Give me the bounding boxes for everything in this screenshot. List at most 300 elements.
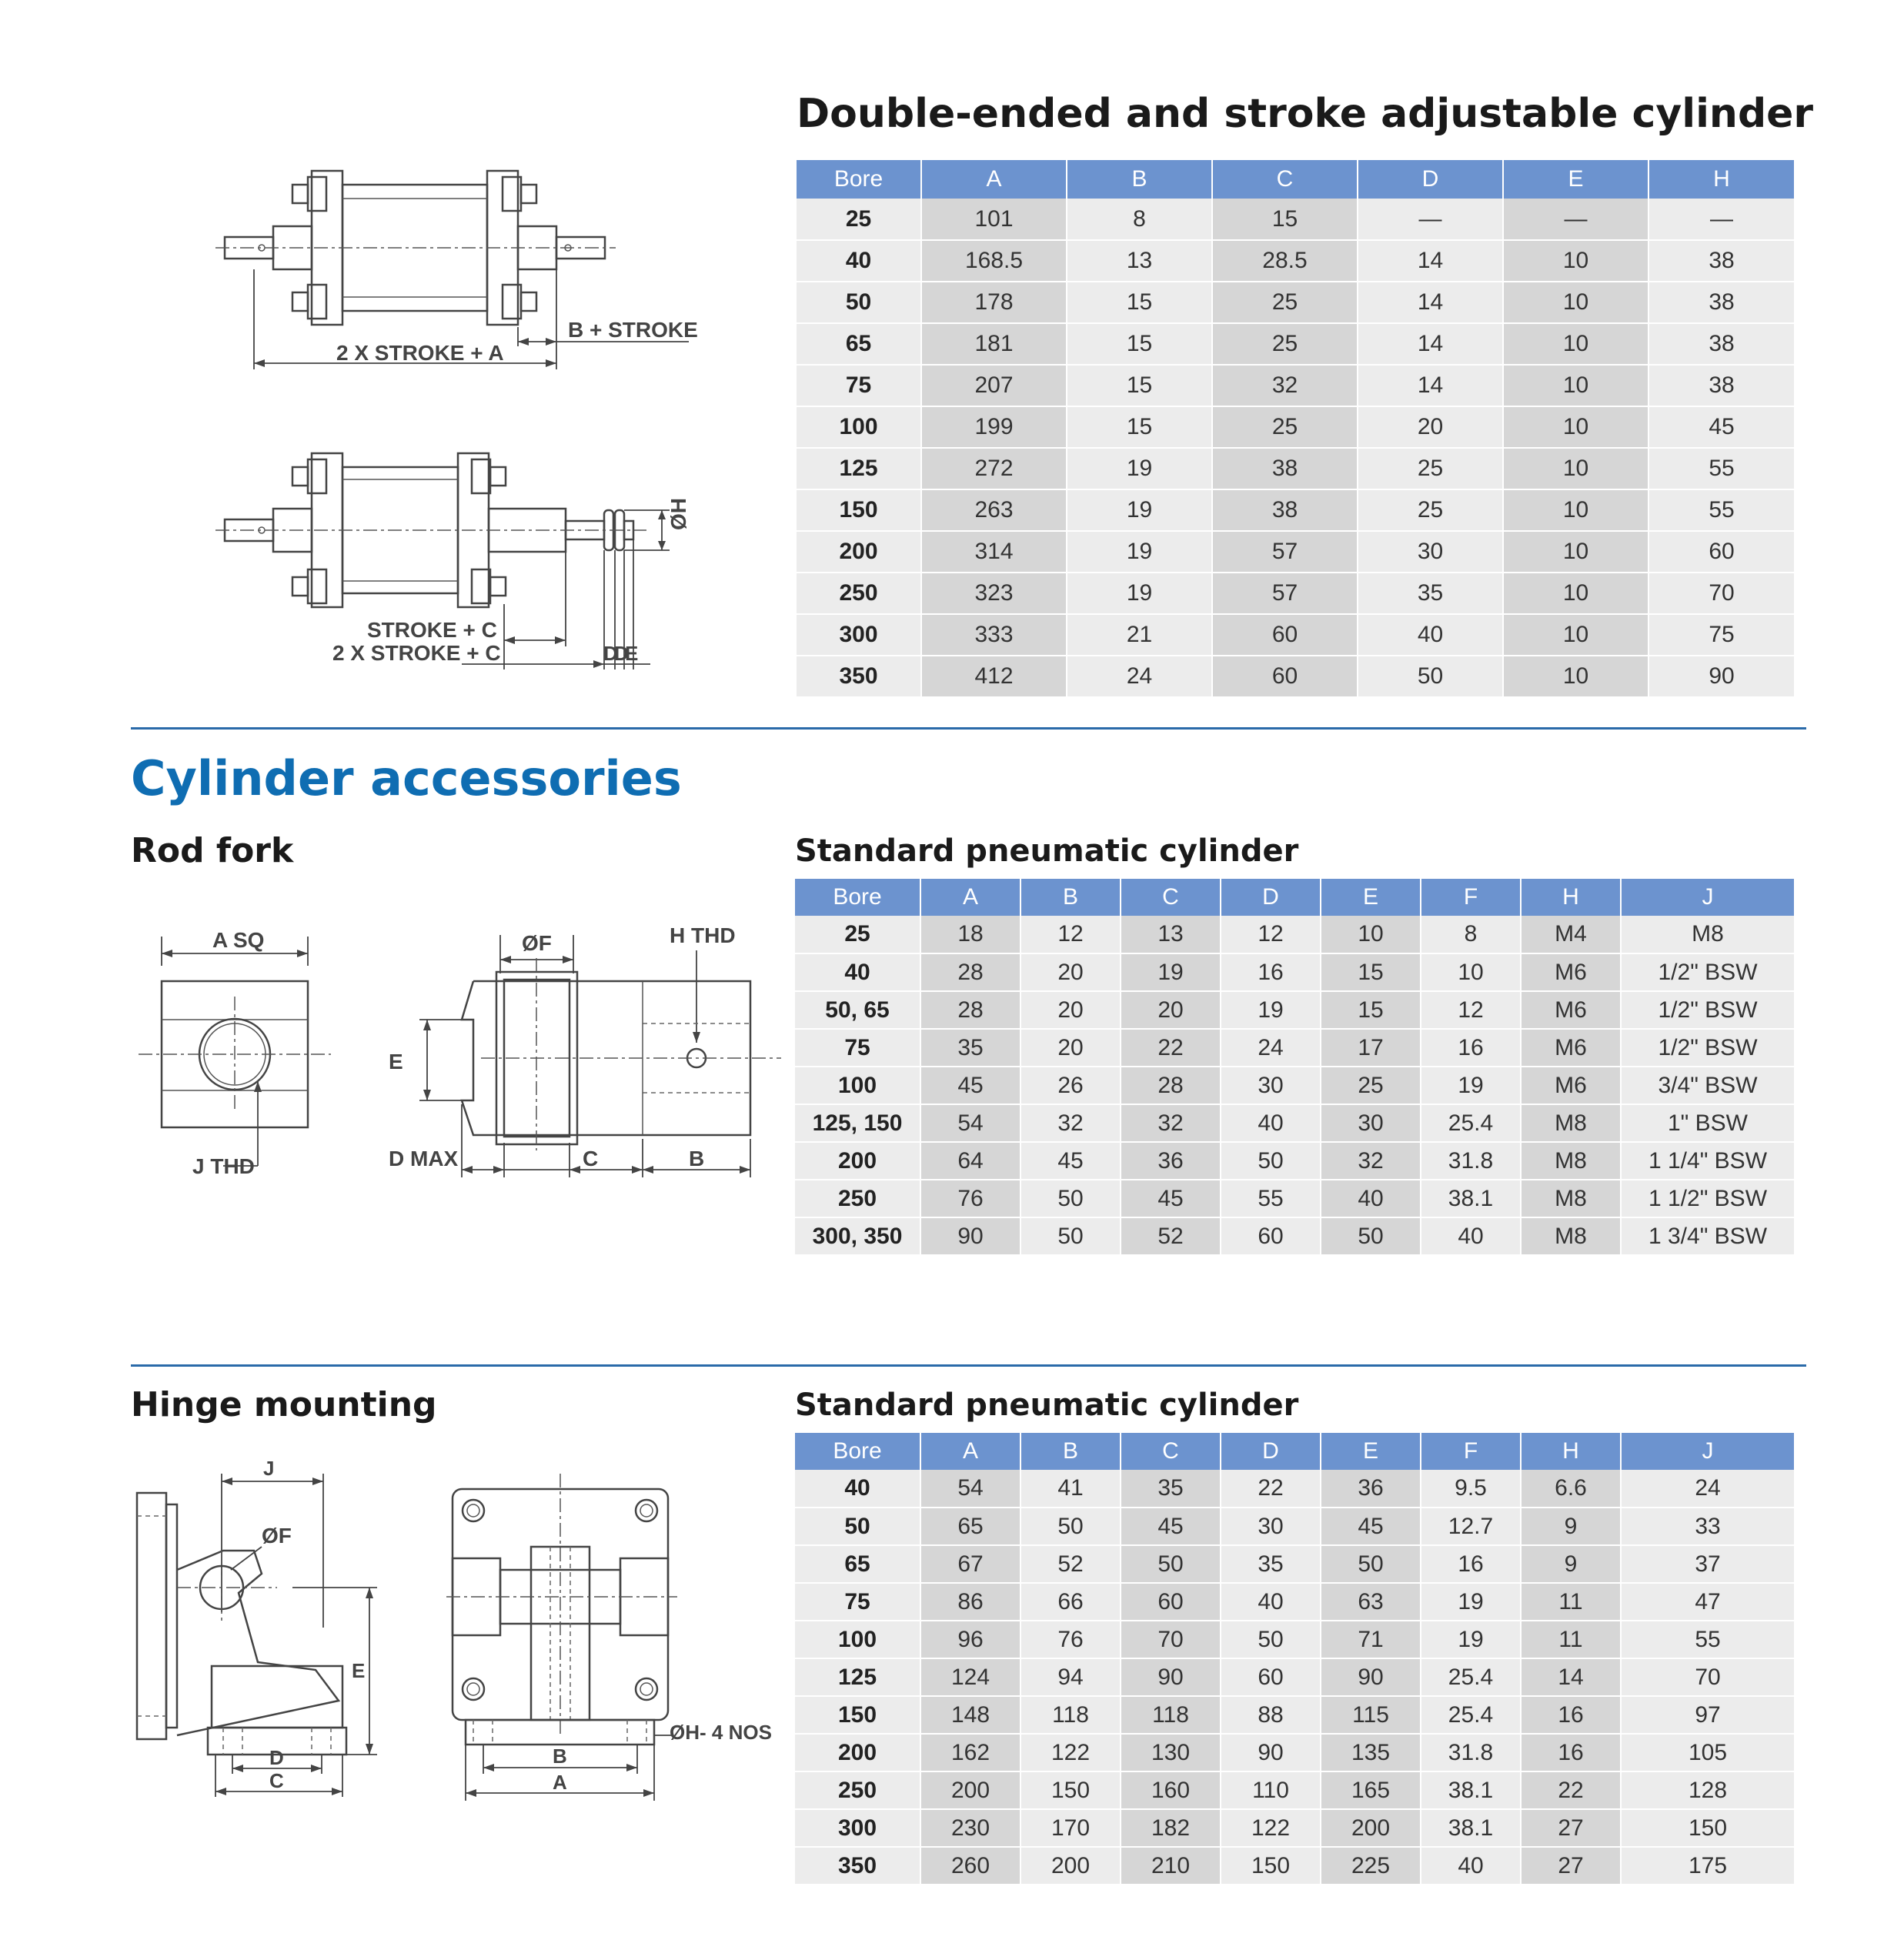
value-cell: 88 bbox=[1221, 1696, 1321, 1734]
label-d-max: D MAX bbox=[389, 1147, 459, 1170]
table-row bbox=[795, 991, 1795, 1029]
rod-fork-header-5: E bbox=[1321, 879, 1421, 916]
bore-cell: 100 bbox=[795, 1621, 920, 1658]
value-cell: 60 bbox=[1221, 1217, 1321, 1255]
value-cell: 25 bbox=[1358, 448, 1503, 489]
section1-title: Double-ended and stroke adjustable cylinder bbox=[797, 91, 1814, 137]
bore-cell: 40 bbox=[795, 953, 920, 991]
value-cell: 115 bbox=[1321, 1696, 1421, 1734]
label-b-stroke: B + STROKE bbox=[568, 318, 698, 342]
value-cell: 260 bbox=[920, 1847, 1020, 1885]
value-cell: 333 bbox=[921, 614, 1067, 656]
value-cell: 1 1/2" BSW bbox=[1621, 1180, 1795, 1217]
value-cell: 412 bbox=[921, 656, 1067, 697]
table-row bbox=[797, 199, 1795, 240]
bore-cell: 350 bbox=[797, 656, 921, 697]
label-a-sq: A SQ bbox=[212, 928, 265, 952]
value-cell: 20 bbox=[1020, 1029, 1121, 1067]
value-cell: 10 bbox=[1503, 323, 1648, 365]
value-cell: 21 bbox=[1067, 614, 1212, 656]
table-row bbox=[795, 1217, 1795, 1255]
value-cell: 64 bbox=[920, 1142, 1020, 1180]
value-cell: 110 bbox=[1221, 1771, 1321, 1809]
value-cell: 16 bbox=[1421, 1545, 1521, 1583]
value-cell: 60 bbox=[1121, 1583, 1221, 1621]
value-cell: 97 bbox=[1621, 1696, 1795, 1734]
value-cell: M6 bbox=[1521, 1029, 1621, 1067]
bore-cell: 200 bbox=[797, 531, 921, 573]
value-cell: 11 bbox=[1521, 1621, 1621, 1658]
bore-cell: 65 bbox=[795, 1545, 920, 1583]
value-cell: 8 bbox=[1421, 916, 1521, 953]
value-cell: 54 bbox=[920, 1104, 1020, 1142]
rod-fork-table-title: Standard pneumatic cylinder bbox=[795, 833, 1299, 869]
rod-fork-header-3: C bbox=[1121, 879, 1221, 916]
value-cell: 230 bbox=[920, 1809, 1020, 1847]
value-cell: 57 bbox=[1212, 531, 1358, 573]
value-cell: 182 bbox=[1121, 1809, 1221, 1847]
value-cell: M8 bbox=[1521, 1142, 1621, 1180]
value-cell: 14 bbox=[1358, 282, 1503, 323]
label-a: A bbox=[553, 1771, 567, 1794]
label-stroke-c: STROKE + C bbox=[367, 618, 497, 642]
value-cell: M4 bbox=[1521, 916, 1621, 953]
label-j-thd: J THD bbox=[192, 1154, 255, 1178]
hinge-front-view-drawing bbox=[446, 1474, 777, 1805]
value-cell: 10 bbox=[1503, 489, 1648, 531]
table-row bbox=[795, 1583, 1795, 1621]
bore-cell: 150 bbox=[795, 1696, 920, 1734]
value-cell: 1 3/4" BSW bbox=[1621, 1217, 1795, 1255]
double-ended-table bbox=[797, 160, 1795, 698]
label-2xstroke-c: 2 X STROKE + C bbox=[332, 641, 501, 665]
value-cell: 118 bbox=[1121, 1696, 1221, 1734]
value-cell: 160 bbox=[1121, 1771, 1221, 1809]
value-cell: 45 bbox=[1321, 1508, 1421, 1545]
value-cell: 210 bbox=[1121, 1847, 1221, 1885]
value-cell: 10 bbox=[1503, 614, 1648, 656]
value-cell: 50 bbox=[1321, 1217, 1421, 1255]
value-cell: 19 bbox=[1067, 489, 1212, 531]
value-cell: 118 bbox=[1020, 1696, 1121, 1734]
table-row bbox=[795, 1029, 1795, 1067]
section1-header-5: E bbox=[1503, 160, 1648, 199]
value-cell: 75 bbox=[1648, 614, 1795, 656]
label-oh-4nos: ØH- 4 NOS bbox=[670, 1721, 772, 1744]
value-cell: 30 bbox=[1221, 1067, 1321, 1104]
value-cell: 90 bbox=[1321, 1658, 1421, 1696]
rod-fork-header-8: J bbox=[1621, 879, 1795, 916]
value-cell: 40 bbox=[1421, 1217, 1521, 1255]
table-row bbox=[795, 1847, 1795, 1885]
section1-header-0: Bore bbox=[797, 160, 921, 199]
value-cell: 50 bbox=[1020, 1508, 1121, 1545]
value-cell: 8 bbox=[1067, 199, 1212, 240]
value-cell: M8 bbox=[1521, 1180, 1621, 1217]
hinge-title: Hinge mounting bbox=[131, 1385, 437, 1424]
value-cell: 150 bbox=[1020, 1771, 1121, 1809]
table-row bbox=[795, 1734, 1795, 1771]
bore-cell: 125 bbox=[797, 448, 921, 489]
value-cell: 45 bbox=[920, 1067, 1020, 1104]
value-cell: 15 bbox=[1067, 282, 1212, 323]
value-cell: 10 bbox=[1503, 531, 1648, 573]
value-cell: 207 bbox=[921, 365, 1067, 406]
label-h-thd: H THD bbox=[670, 923, 736, 947]
value-cell: 20 bbox=[1020, 953, 1121, 991]
section1-header-1: A bbox=[921, 160, 1067, 199]
label-of: ØF bbox=[262, 1524, 292, 1548]
value-cell: 175 bbox=[1621, 1847, 1795, 1885]
value-cell: 170 bbox=[1020, 1809, 1121, 1847]
value-cell: 15 bbox=[1067, 406, 1212, 448]
value-cell: 178 bbox=[921, 282, 1067, 323]
label-b: B bbox=[553, 1745, 567, 1768]
table-row bbox=[795, 1696, 1795, 1734]
value-cell: 19 bbox=[1121, 953, 1221, 991]
value-cell: 135 bbox=[1321, 1734, 1421, 1771]
label-c: C bbox=[269, 1769, 284, 1792]
value-cell: 55 bbox=[1221, 1180, 1321, 1217]
bore-cell: 100 bbox=[795, 1067, 920, 1104]
value-cell: 50 bbox=[1358, 656, 1503, 697]
bore-cell: 40 bbox=[797, 240, 921, 282]
value-cell: 122 bbox=[1221, 1809, 1321, 1847]
table-row bbox=[795, 1470, 1795, 1508]
value-cell: 38.1 bbox=[1421, 1771, 1521, 1809]
value-cell: 35 bbox=[1358, 573, 1503, 614]
bore-cell: 75 bbox=[797, 365, 921, 406]
value-cell: 31.8 bbox=[1421, 1734, 1521, 1771]
value-cell: 25.4 bbox=[1421, 1104, 1521, 1142]
table-row bbox=[795, 1180, 1795, 1217]
hinge-header-6: F bbox=[1421, 1433, 1521, 1470]
value-cell: 101 bbox=[921, 199, 1067, 240]
value-cell: 128 bbox=[1621, 1771, 1795, 1809]
hinge-header-1: A bbox=[920, 1433, 1020, 1470]
bore-cell: 75 bbox=[795, 1583, 920, 1621]
value-cell: 30 bbox=[1358, 531, 1503, 573]
stroke-adjustable-cylinder-drawing bbox=[215, 450, 723, 673]
value-cell: 14 bbox=[1358, 365, 1503, 406]
label-b: B bbox=[689, 1147, 705, 1170]
value-cell: 10 bbox=[1503, 365, 1648, 406]
value-cell: 90 bbox=[1221, 1734, 1321, 1771]
value-cell: 263 bbox=[921, 489, 1067, 531]
rod-fork-header-1: A bbox=[920, 879, 1020, 916]
value-cell: 32 bbox=[1020, 1104, 1121, 1142]
value-cell: 60 bbox=[1212, 656, 1358, 697]
table-row bbox=[797, 489, 1795, 531]
value-cell: 50 bbox=[1221, 1621, 1321, 1658]
value-cell: 150 bbox=[1221, 1847, 1321, 1885]
value-cell: 16 bbox=[1421, 1029, 1521, 1067]
value-cell: 28 bbox=[920, 991, 1020, 1029]
value-cell: 19 bbox=[1421, 1067, 1521, 1104]
hinge-header-8: J bbox=[1621, 1433, 1795, 1470]
table-row bbox=[795, 1809, 1795, 1847]
bore-cell: 200 bbox=[795, 1734, 920, 1771]
value-cell: 10 bbox=[1321, 916, 1421, 953]
table-row bbox=[797, 240, 1795, 282]
value-cell: 28 bbox=[920, 953, 1020, 991]
value-cell: 50 bbox=[1020, 1180, 1121, 1217]
value-cell: 30 bbox=[1321, 1104, 1421, 1142]
value-cell: 10 bbox=[1503, 282, 1648, 323]
value-cell: 47 bbox=[1621, 1583, 1795, 1621]
value-cell: 57 bbox=[1212, 573, 1358, 614]
label-j: J bbox=[263, 1458, 275, 1480]
value-cell: 150 bbox=[1621, 1809, 1795, 1847]
bore-cell: 75 bbox=[795, 1029, 920, 1067]
value-cell: 38 bbox=[1648, 282, 1795, 323]
table-row bbox=[797, 406, 1795, 448]
bore-cell: 125 bbox=[795, 1658, 920, 1696]
value-cell: 38.1 bbox=[1421, 1809, 1521, 1847]
value-cell: 40 bbox=[1221, 1104, 1321, 1142]
value-cell: 60 bbox=[1648, 531, 1795, 573]
bore-cell: 50 bbox=[797, 282, 921, 323]
divider-1 bbox=[131, 727, 1806, 730]
value-cell: 105 bbox=[1621, 1734, 1795, 1771]
value-cell: 32 bbox=[1321, 1142, 1421, 1180]
accessories-title: Cylinder accessories bbox=[131, 750, 682, 806]
value-cell: 12 bbox=[1221, 916, 1321, 953]
hinge-header-0: Bore bbox=[795, 1433, 920, 1470]
value-cell: 96 bbox=[920, 1621, 1020, 1658]
value-cell: 28 bbox=[1121, 1067, 1221, 1104]
bore-cell: 300 bbox=[797, 614, 921, 656]
value-cell: — bbox=[1648, 199, 1795, 240]
value-cell: 55 bbox=[1621, 1621, 1795, 1658]
value-cell: 40 bbox=[1358, 614, 1503, 656]
value-cell: 200 bbox=[1321, 1809, 1421, 1847]
value-cell: 25 bbox=[1212, 282, 1358, 323]
table-row bbox=[797, 614, 1795, 656]
value-cell: 66 bbox=[1020, 1583, 1121, 1621]
value-cell: 16 bbox=[1521, 1696, 1621, 1734]
bore-cell: 300 bbox=[795, 1809, 920, 1847]
value-cell: 11 bbox=[1521, 1583, 1621, 1621]
value-cell: 90 bbox=[920, 1217, 1020, 1255]
value-cell: 10 bbox=[1503, 448, 1648, 489]
value-cell: 50 bbox=[1321, 1545, 1421, 1583]
value-cell: 225 bbox=[1321, 1847, 1421, 1885]
value-cell: 19 bbox=[1421, 1621, 1521, 1658]
value-cell: 20 bbox=[1358, 406, 1503, 448]
value-cell: 38 bbox=[1648, 240, 1795, 282]
rod-fork-header-6: F bbox=[1421, 879, 1521, 916]
value-cell: 38 bbox=[1648, 323, 1795, 365]
value-cell: 14 bbox=[1521, 1658, 1621, 1696]
value-cell: 25 bbox=[1212, 323, 1358, 365]
label-e: E bbox=[389, 1050, 403, 1074]
value-cell: 94 bbox=[1020, 1658, 1121, 1696]
value-cell: 19 bbox=[1067, 573, 1212, 614]
value-cell: 124 bbox=[920, 1658, 1020, 1696]
value-cell: 19 bbox=[1067, 448, 1212, 489]
hinge-table bbox=[795, 1433, 1795, 1885]
table-row bbox=[797, 531, 1795, 573]
section1-header-6: H bbox=[1648, 160, 1795, 199]
value-cell: 67 bbox=[920, 1545, 1020, 1583]
value-cell: 6.6 bbox=[1521, 1470, 1621, 1508]
value-cell: 45 bbox=[1020, 1142, 1121, 1180]
value-cell: 32 bbox=[1121, 1104, 1221, 1142]
hinge-header-7: H bbox=[1521, 1433, 1621, 1470]
bore-cell: 40 bbox=[795, 1470, 920, 1508]
hinge-header-2: B bbox=[1020, 1433, 1121, 1470]
rod-fork-header-0: Bore bbox=[795, 879, 920, 916]
value-cell: 25 bbox=[1212, 406, 1358, 448]
value-cell: 162 bbox=[920, 1734, 1020, 1771]
table-row bbox=[797, 282, 1795, 323]
rod-fork-table bbox=[795, 879, 1795, 1256]
bore-cell: 250 bbox=[797, 573, 921, 614]
value-cell: 70 bbox=[1621, 1658, 1795, 1696]
value-cell: 16 bbox=[1521, 1734, 1621, 1771]
value-cell: 40 bbox=[1421, 1847, 1521, 1885]
value-cell: 33 bbox=[1621, 1508, 1795, 1545]
section1-header-4: D bbox=[1358, 160, 1503, 199]
bore-cell: 50, 65 bbox=[795, 991, 920, 1029]
label-e: E bbox=[352, 1659, 366, 1682]
value-cell: 1 1/4" BSW bbox=[1621, 1142, 1795, 1180]
value-cell: M8 bbox=[1521, 1217, 1621, 1255]
value-cell: 28.5 bbox=[1212, 240, 1358, 282]
section1-header-3: C bbox=[1212, 160, 1358, 199]
value-cell: 37 bbox=[1621, 1545, 1795, 1583]
value-cell: 1/2" BSW bbox=[1621, 953, 1795, 991]
value-cell: 22 bbox=[1121, 1029, 1221, 1067]
value-cell: 38 bbox=[1212, 448, 1358, 489]
value-cell: 122 bbox=[1020, 1734, 1121, 1771]
bore-cell: 100 bbox=[797, 406, 921, 448]
table-row bbox=[795, 1621, 1795, 1658]
value-cell: 35 bbox=[1221, 1545, 1321, 1583]
value-cell: 22 bbox=[1521, 1771, 1621, 1809]
value-cell: 55 bbox=[1648, 448, 1795, 489]
value-cell: 148 bbox=[920, 1696, 1020, 1734]
value-cell: — bbox=[1503, 199, 1648, 240]
value-cell: 70 bbox=[1648, 573, 1795, 614]
value-cell: 314 bbox=[921, 531, 1067, 573]
hinge-header-4: D bbox=[1221, 1433, 1321, 1470]
value-cell: 60 bbox=[1221, 1658, 1321, 1696]
value-cell: 17 bbox=[1321, 1029, 1421, 1067]
value-cell: 24 bbox=[1067, 656, 1212, 697]
rod-fork-header-2: B bbox=[1020, 879, 1121, 916]
bore-cell: 150 bbox=[797, 489, 921, 531]
value-cell: 50 bbox=[1221, 1142, 1321, 1180]
value-cell: 32 bbox=[1212, 365, 1358, 406]
value-cell: 71 bbox=[1321, 1621, 1421, 1658]
bore-cell: 350 bbox=[795, 1847, 920, 1885]
value-cell: 54 bbox=[920, 1470, 1020, 1508]
table-row bbox=[795, 916, 1795, 953]
value-cell: 13 bbox=[1067, 240, 1212, 282]
value-cell: 45 bbox=[1121, 1180, 1221, 1217]
value-cell: 13 bbox=[1121, 916, 1221, 953]
bore-cell: 300, 350 bbox=[795, 1217, 920, 1255]
value-cell: M6 bbox=[1521, 1067, 1621, 1104]
rod-fork-header-4: D bbox=[1221, 879, 1321, 916]
value-cell: 14 bbox=[1358, 240, 1503, 282]
value-cell: 26 bbox=[1020, 1067, 1121, 1104]
table-row bbox=[795, 1142, 1795, 1180]
value-cell: 9 bbox=[1521, 1545, 1621, 1583]
value-cell: 181 bbox=[921, 323, 1067, 365]
value-cell: M8 bbox=[1621, 916, 1795, 953]
value-cell: 25.4 bbox=[1421, 1658, 1521, 1696]
value-cell: 12 bbox=[1421, 991, 1521, 1029]
value-cell: 45 bbox=[1121, 1508, 1221, 1545]
value-cell: 1" BSW bbox=[1621, 1104, 1795, 1142]
value-cell: 45 bbox=[1648, 406, 1795, 448]
value-cell: 15 bbox=[1212, 199, 1358, 240]
divider-2 bbox=[131, 1364, 1806, 1367]
value-cell: 24 bbox=[1221, 1029, 1321, 1067]
value-cell: 35 bbox=[1121, 1470, 1221, 1508]
value-cell: 16 bbox=[1221, 953, 1321, 991]
value-cell: 24 bbox=[1621, 1470, 1795, 1508]
value-cell: 200 bbox=[920, 1771, 1020, 1809]
value-cell: 38.1 bbox=[1421, 1180, 1521, 1217]
label-c: C bbox=[583, 1147, 599, 1170]
hinge-header-3: C bbox=[1121, 1433, 1221, 1470]
value-cell: 40 bbox=[1321, 1180, 1421, 1217]
value-cell: 52 bbox=[1020, 1545, 1121, 1583]
value-cell: 9 bbox=[1521, 1508, 1621, 1545]
bore-cell: 250 bbox=[795, 1180, 920, 1217]
value-cell: — bbox=[1358, 199, 1503, 240]
value-cell: 86 bbox=[920, 1583, 1020, 1621]
value-cell: 15 bbox=[1321, 991, 1421, 1029]
value-cell: M6 bbox=[1521, 953, 1621, 991]
value-cell: 90 bbox=[1121, 1658, 1221, 1696]
table-row bbox=[795, 1104, 1795, 1142]
rod-fork-side-view-drawing bbox=[381, 920, 789, 1185]
value-cell: 20 bbox=[1121, 991, 1221, 1029]
label-of: ØF bbox=[522, 931, 552, 955]
value-cell: 12.7 bbox=[1421, 1508, 1521, 1545]
bore-cell: 25 bbox=[797, 199, 921, 240]
value-cell: 27 bbox=[1521, 1847, 1621, 1885]
value-cell: 36 bbox=[1121, 1142, 1221, 1180]
value-cell: 27 bbox=[1521, 1809, 1621, 1847]
value-cell: 130 bbox=[1121, 1734, 1221, 1771]
value-cell: 10 bbox=[1503, 406, 1648, 448]
value-cell: 15 bbox=[1321, 953, 1421, 991]
rod-fork-title: Rod fork bbox=[131, 831, 294, 870]
value-cell: 50 bbox=[1020, 1217, 1121, 1255]
value-cell: 1/2" BSW bbox=[1621, 1029, 1795, 1067]
value-cell: 272 bbox=[921, 448, 1067, 489]
table-row bbox=[795, 1771, 1795, 1809]
value-cell: 199 bbox=[921, 406, 1067, 448]
double-ended-cylinder-drawing bbox=[215, 154, 708, 377]
value-cell: 52 bbox=[1121, 1217, 1221, 1255]
value-cell: 1/2" BSW bbox=[1621, 991, 1795, 1029]
section1-header-2: B bbox=[1067, 160, 1212, 199]
value-cell: 165 bbox=[1321, 1771, 1421, 1809]
table-row bbox=[795, 1658, 1795, 1696]
table-row bbox=[797, 365, 1795, 406]
value-cell: 10 bbox=[1503, 656, 1648, 697]
value-cell: 19 bbox=[1067, 531, 1212, 573]
value-cell: 65 bbox=[920, 1508, 1020, 1545]
value-cell: 41 bbox=[1020, 1470, 1121, 1508]
